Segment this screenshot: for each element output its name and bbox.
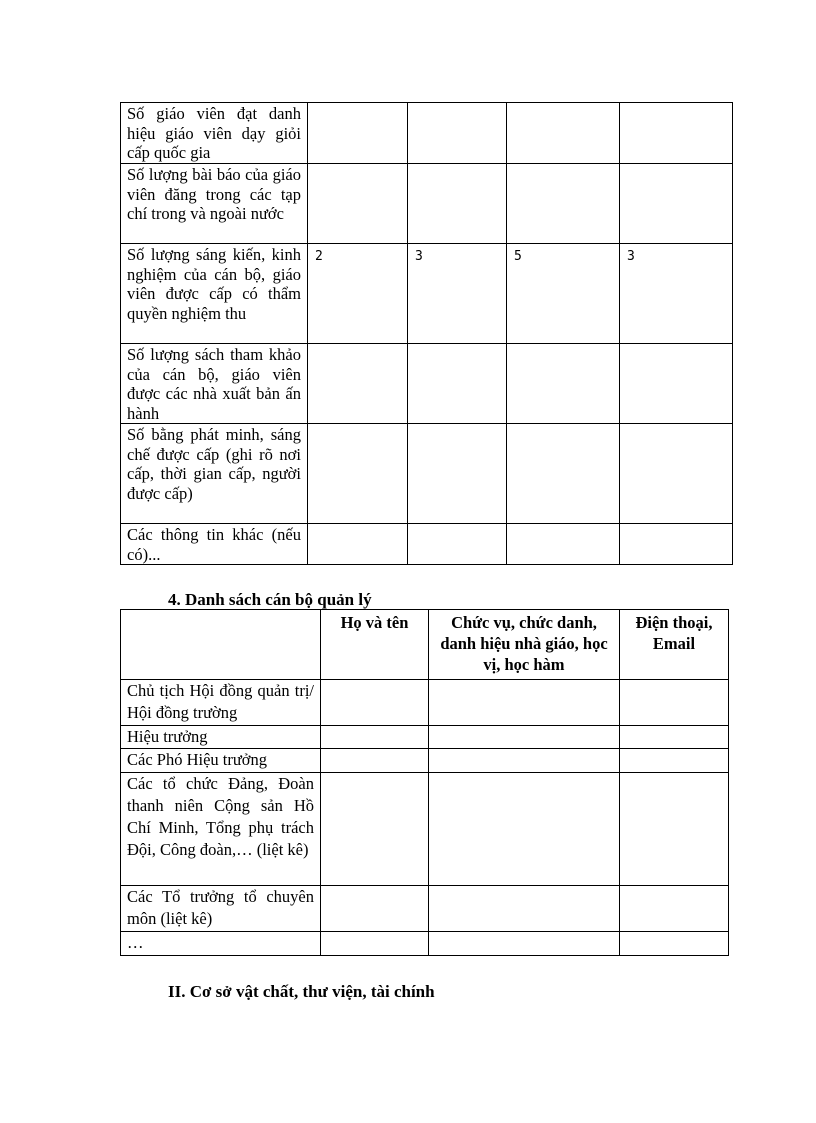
cell: [620, 680, 729, 726]
row-label: Số giáo viên đạt danh hiệu giáo viên dạy giỏi cấp quốc gia: [121, 103, 308, 164]
cell: [321, 726, 429, 749]
row-label: Số lượng bài báo của giáo viên đăng trong các tạp chí trong và ngoài nước: [121, 164, 308, 244]
cell: [620, 773, 729, 886]
value-cell: [620, 524, 733, 565]
value-cell: 3: [408, 244, 507, 344]
row-label: Chủ tịch Hội đồng quản trị/ Hội đồng trường: [121, 680, 321, 726]
value-cell: 3: [620, 244, 733, 344]
section-heading-facilities: II. Cơ sở vật chất, thư viện, tài chính: [168, 982, 435, 1001]
managers-table: [120, 609, 729, 956]
value-cell: 2: [308, 244, 408, 344]
table-row: [121, 726, 729, 749]
table-row: [121, 932, 729, 956]
cell: [321, 680, 429, 726]
cell: [429, 932, 620, 956]
value-cell: [308, 164, 408, 244]
value-cell: [620, 424, 733, 524]
table-row: [121, 344, 733, 424]
table-row: [121, 244, 733, 344]
cell: [321, 749, 429, 773]
value-cell: [308, 103, 408, 164]
row-label: Số lượng sách tham khảo của cán bộ, giáo viên được các nhà xuất bản ấn hành: [121, 344, 308, 424]
cell: [620, 749, 729, 773]
column-header: [121, 610, 321, 680]
cell: [321, 773, 429, 886]
value-cell: [408, 344, 507, 424]
value-cell: [620, 164, 733, 244]
cell: [429, 749, 620, 773]
table-row: [121, 680, 729, 726]
cell: [429, 726, 620, 749]
value-cell: [620, 344, 733, 424]
table-row: [121, 164, 733, 244]
value-cell: [507, 424, 620, 524]
table-row: [121, 424, 733, 524]
value-cell: [408, 103, 507, 164]
cell: [321, 886, 429, 932]
value-cell: [507, 164, 620, 244]
row-label: Các tổ chức Đảng, Đoàn thanh niên Cộng sản Hồ Chí Minh, Tổng phụ trách Đội, Công đoàn,… (liệt kê): [121, 773, 321, 886]
value-cell: [507, 524, 620, 565]
column-header: Họ và tên: [321, 610, 429, 680]
column-header: Điện thoại, Email: [620, 610, 729, 680]
section-heading-managers: 4. Danh sách cán bộ quản lý: [168, 590, 372, 609]
row-label: Các Tổ trưởng tổ chuyên môn (liệt kê): [121, 886, 321, 932]
row-label: Hiệu trưởng: [121, 726, 321, 749]
value-cell: [308, 344, 408, 424]
cell: [620, 886, 729, 932]
table-row: [121, 749, 729, 773]
row-label: Các thông tin khác (nếu có)...: [121, 524, 308, 565]
table-row: [121, 773, 729, 886]
value-cell: [308, 524, 408, 565]
cell: [429, 886, 620, 932]
column-header: Chức vụ, chức danh, danh hiệu nhà giáo, học vị, học hàm: [429, 610, 620, 680]
row-label: Số lượng sáng kiến, kinh nghiệm của cán bộ, giáo viên được cấp có thẩm quyền nghiệm thu: [121, 244, 308, 344]
row-label: …: [121, 932, 321, 956]
value-cell: [507, 103, 620, 164]
table-row: [121, 524, 733, 565]
cell: [429, 773, 620, 886]
value-cell: 5: [507, 244, 620, 344]
cell: [429, 680, 620, 726]
table-header-row: [121, 610, 729, 680]
value-cell: [507, 344, 620, 424]
table-row: [121, 886, 729, 932]
row-label: Số bằng phát minh, sáng chế được cấp (ghi rõ nơi cấp, thời gian cấp, người được cấp): [121, 424, 308, 524]
cell: [620, 932, 729, 956]
row-label: Các Phó Hiệu trưởng: [121, 749, 321, 773]
cell: [620, 726, 729, 749]
value-cell: [408, 424, 507, 524]
value-cell: [408, 164, 507, 244]
cell: [321, 932, 429, 956]
value-cell: [408, 524, 507, 565]
statistics-table: [120, 102, 733, 565]
table-row: [121, 103, 733, 164]
value-cell: [308, 424, 408, 524]
value-cell: [620, 103, 733, 164]
